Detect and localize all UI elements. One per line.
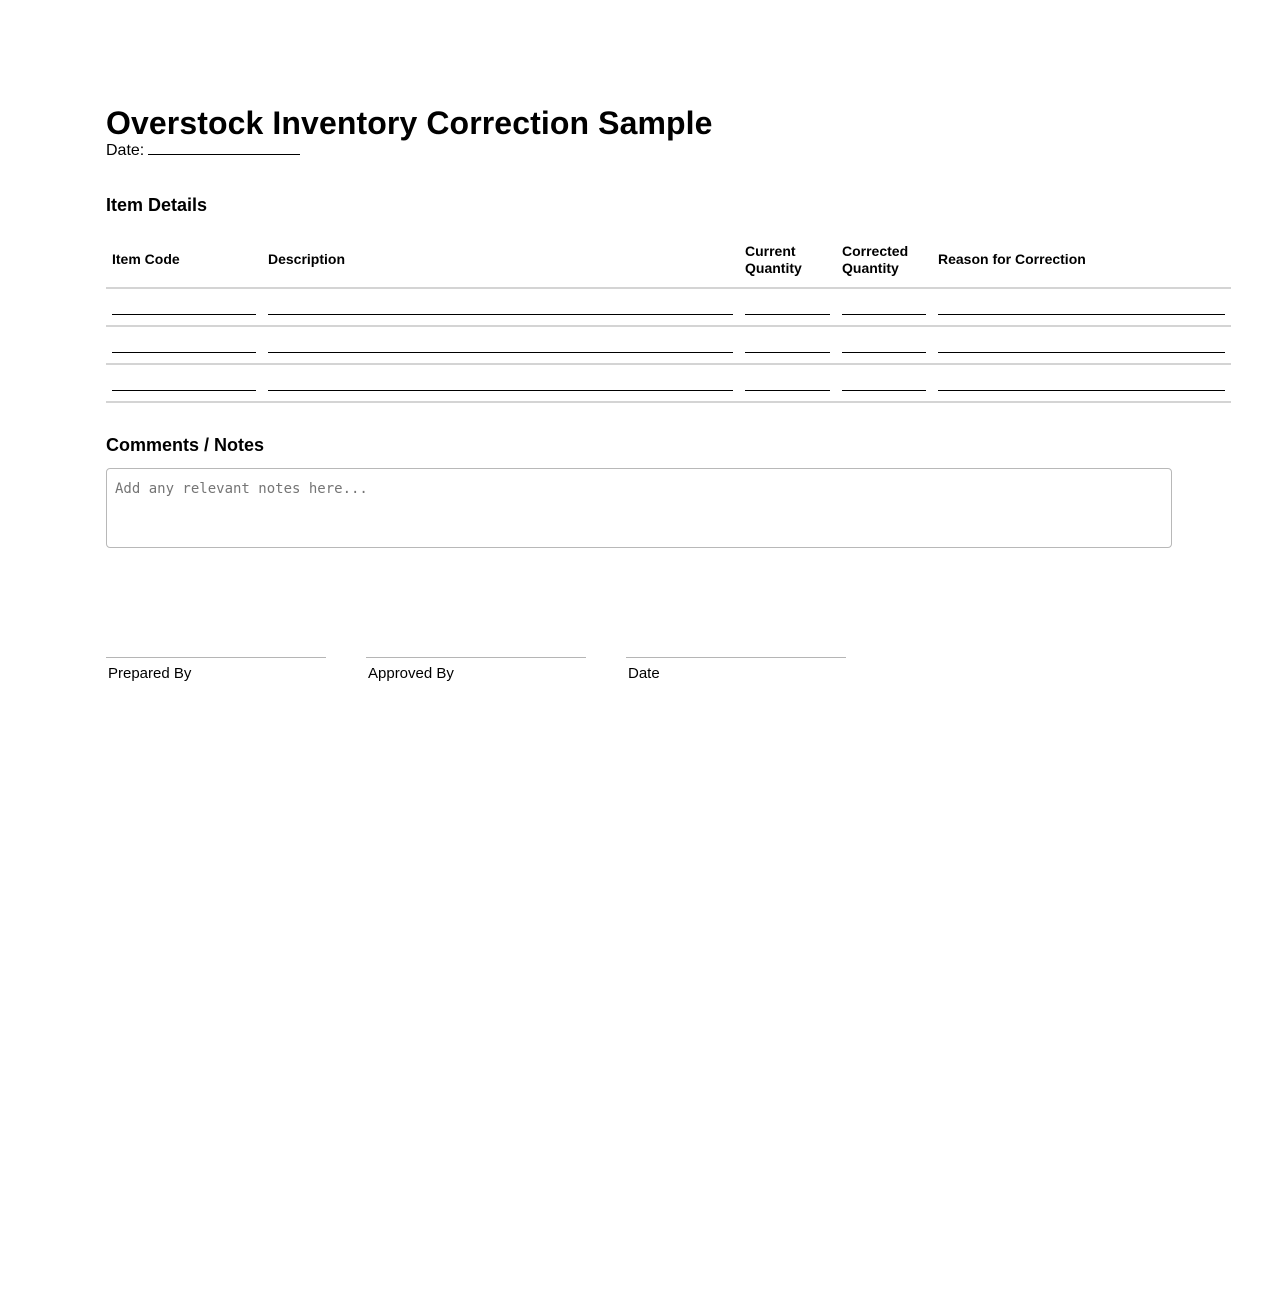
signature-label: Prepared By xyxy=(108,665,192,682)
column-header-current-quantity: Current Quantity xyxy=(739,236,836,288)
item-details-section xyxy=(106,194,1231,403)
table-row xyxy=(106,326,1231,364)
signature-prepared-by[interactable] xyxy=(106,657,326,683)
page-title: Overstock Inventory Correction Sample xyxy=(106,105,713,141)
date-field[interactable] xyxy=(148,138,300,155)
column-header-reason: Reason for Correction xyxy=(932,236,1231,288)
corrected-quantity-cell[interactable] xyxy=(836,364,932,402)
item-code-cell[interactable] xyxy=(106,288,262,326)
signature-label: Approved By xyxy=(368,665,454,682)
signature-line xyxy=(106,657,326,658)
column-header-corrected-quantity: Corrected Quantity xyxy=(836,236,932,288)
table-row xyxy=(106,288,1231,326)
document-page xyxy=(106,104,1231,683)
notes-textarea[interactable] xyxy=(106,468,1172,548)
current-quantity-cell[interactable] xyxy=(739,326,836,364)
item-details-table xyxy=(106,236,1231,403)
reason-cell[interactable] xyxy=(932,288,1231,326)
column-header-item-code: Item Code xyxy=(106,236,262,288)
signature-block xyxy=(106,657,1231,683)
signature-line xyxy=(626,657,846,658)
corrected-quantity-cell[interactable] xyxy=(836,326,932,364)
description-cell[interactable] xyxy=(262,288,739,326)
item-details-heading: Item Details xyxy=(106,195,208,215)
item-code-cell[interactable] xyxy=(106,326,262,364)
corrected-quantity-cell[interactable] xyxy=(836,288,932,326)
description-cell[interactable] xyxy=(262,364,739,402)
current-quantity-cell[interactable] xyxy=(739,288,836,326)
signature-line xyxy=(366,657,586,658)
table-row xyxy=(106,364,1231,402)
signature-approved-by[interactable] xyxy=(366,657,586,683)
column-header-description: Description xyxy=(262,236,739,288)
comments-heading: Comments / Notes xyxy=(106,435,265,455)
signature-date[interactable] xyxy=(626,657,846,683)
item-code-cell[interactable] xyxy=(106,364,262,402)
table-header-row xyxy=(106,236,1231,288)
reason-cell[interactable] xyxy=(932,326,1231,364)
description-cell[interactable] xyxy=(262,326,739,364)
reason-cell[interactable] xyxy=(932,364,1231,402)
date-label: Date: xyxy=(106,142,145,159)
current-quantity-cell[interactable] xyxy=(739,364,836,402)
signature-label: Date xyxy=(628,665,660,682)
comments-section xyxy=(106,434,1231,553)
